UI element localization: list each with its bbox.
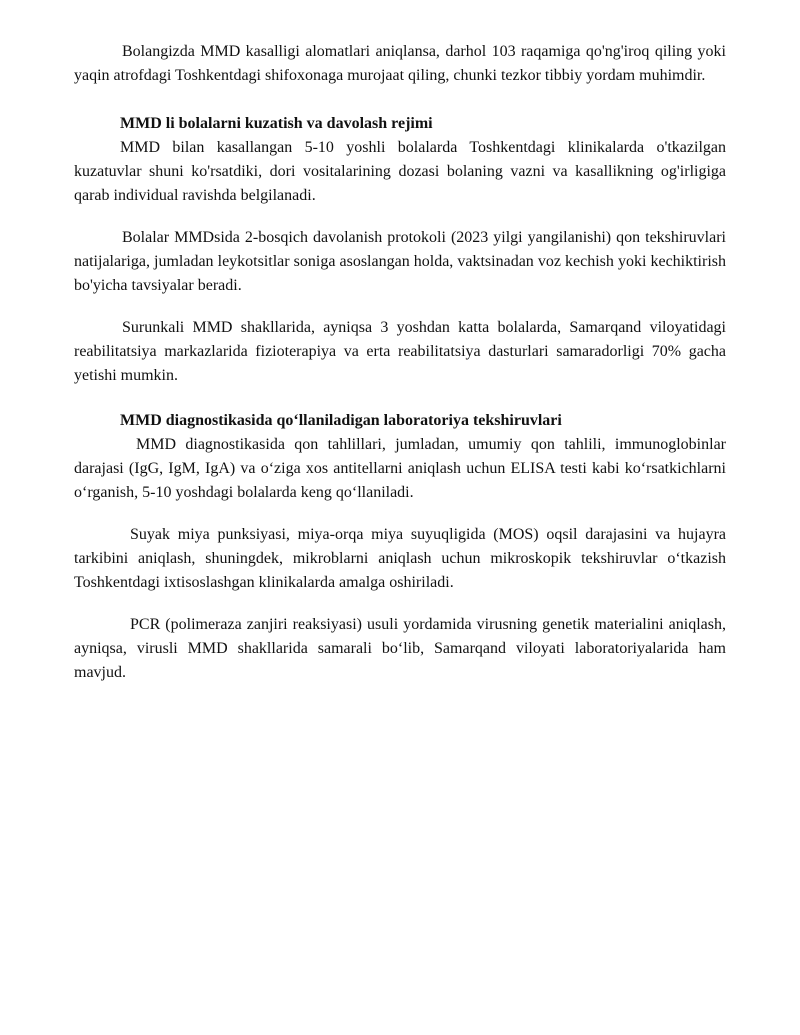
blood-tests-paragraph: MMD diagnostikasida qon tahlillari, jumladan, umumiy qon tahlili, immunoglobinlar darajasi (IgG, IgM, IgA) va o‘ziga xos antitellarni aniqlash uchun ELISA testi kabi ko‘rsatkichlarni o‘rganish, 5-10 yoshdagi bolalarda keng qo‘llaniladi. xyxy=(74,436,726,501)
treatment-protocol-paragraph: Bolalar MMDsida 2-bosqich davolanish protokoli (2023 yilgi yangilanishi) qon tekshiruvlari natijalariga, jumladan leykotsitlar soniga asoslangan holda, vaktsinadan voz kechish yoki kechiktirish bo'yicha tavsiyalar beradi. xyxy=(74,229,726,294)
document-page xyxy=(74,40,726,685)
section-lab-diagnostics xyxy=(74,409,726,685)
lumbar-puncture-paragraph: Suyak miya punksiyasi, miya-orqa miya suyuqligida (MOS) oqsil darajasini va hujayra tarkibini aniqlash, shuningdek, mikroblarni aniqlash uchun mikroskopik tekshiruvlar o‘tkazish Toshkentdagi ixtisoslashgan klinikalarda amalga oshiriladi. xyxy=(74,526,726,591)
section-observation-treatment xyxy=(74,112,726,388)
intro-paragraph: Bolangizda MMD kasalligi alomatlari aniqlansa, darhol 103 raqamiga qo'ng'iroq qiling yoki yaqin atrofdagi Toshkentdagi shifoxonaga murojaat qiling, chunki tezkor tibbiy yordam muhimdir. xyxy=(74,43,726,84)
section-heading-lab-diagnostics: MMD diagnostikasida qo‘llaniladigan laboratoriya tekshiruvlari xyxy=(120,412,562,429)
rehabilitation-paragraph: Surunkali MMD shakllarida, ayniqsa 3 yoshdan katta bolalarda, Samarqand viloyatidagi reabilitatsiya markazlarida fizioterapiya va erta reabilitatsiya dasturlari samaradorligi 70% gacha yetishi mumkin. xyxy=(74,319,726,384)
section-heading-observation-treatment: MMD li bolalarni kuzatish va davolash rejimi xyxy=(120,115,433,132)
pcr-paragraph: PCR (polimeraza zanjiri reaksiyasi) usuli yordamida virusning genetik materialini aniqlash, ayniqsa, virusli MMD shakllarida samarali bo‘lib, Samarqand viloyati laboratoriyalarida ham mavjud. xyxy=(74,616,726,681)
observation-paragraph: MMD bilan kasallangan 5-10 yoshli bolalarda Toshkentdagi klinikalarda o'tkazilgan kuzatuvlar shuni ko'rsatdiki, dori vositalarining dozasi bolaning vazni va kasallikning og'irligiga qarab individual ravishda belgilanadi. xyxy=(74,139,726,204)
